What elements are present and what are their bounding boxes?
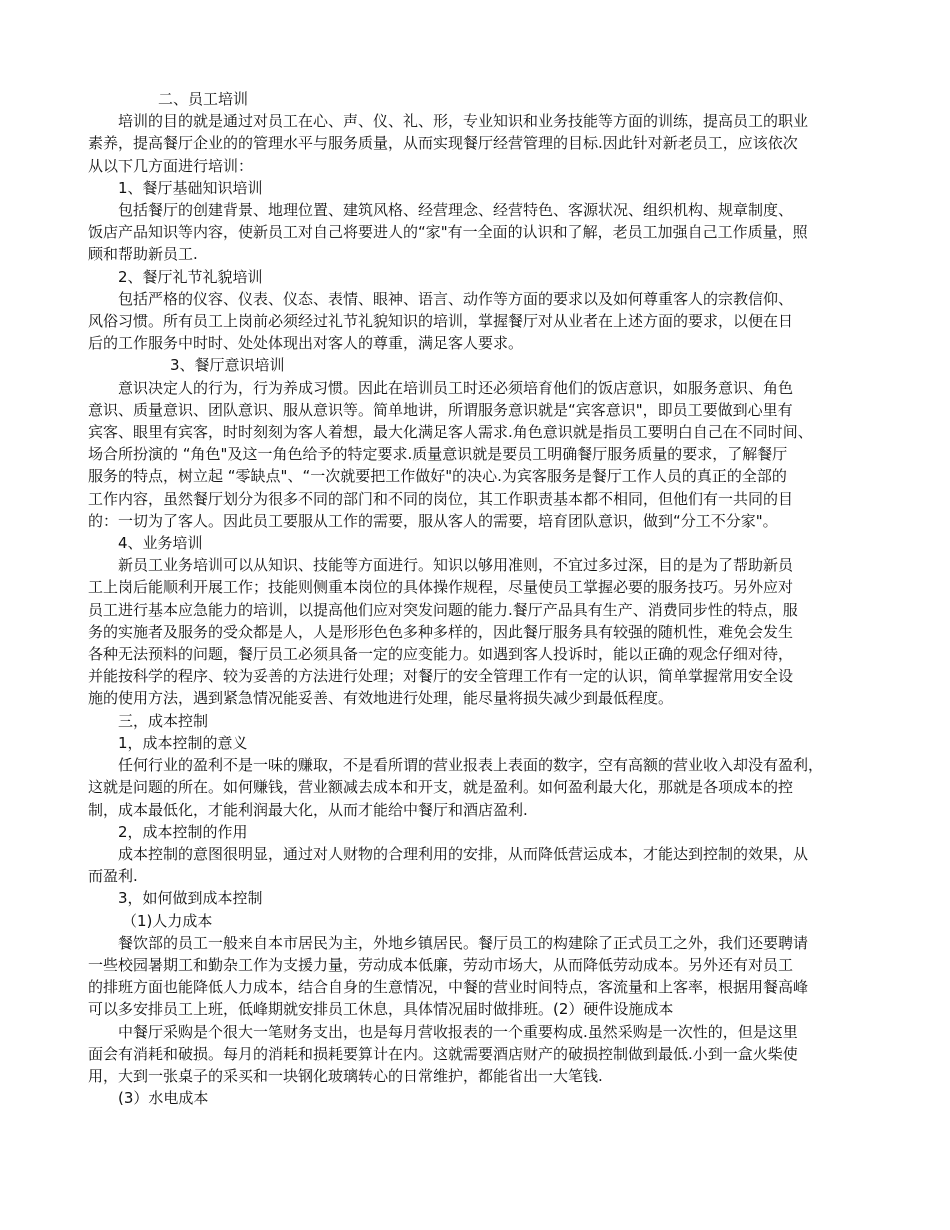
text-line: 这就是问题的所在。如何赚钱，营业额减去成本和开支，就是盈利。如何盈利最大化，那就是各项成本的控 xyxy=(88,778,794,797)
text-line: 二、员工培训 xyxy=(158,90,249,108)
text-line: 而盈利. xyxy=(88,867,138,886)
text-line: 三，成本控制 xyxy=(118,711,209,730)
text-line: 包括餐厅的创建背景、地理位置、建筑风格、经营理念、经营特色、客源状况、组织机构、规章制度、 xyxy=(118,201,794,220)
text-line: 工作内容，虽然餐厅划分为很多不同的部门和不同的岗位，其工作职责基本都不相同，但他们有一共同的目 xyxy=(88,489,794,508)
text-line: 意识、质量意识、团队意识、服从意识等。简单地讲，所谓服务意识就是“宾客意识"，即员工要做到心里有 xyxy=(88,400,793,419)
text-line: 制，成本最低化，才能利润最大化，从而才能给中餐厅和酒店盈利. xyxy=(88,800,528,819)
text-line: 3、餐厅意识培训 xyxy=(170,356,285,375)
text-line: （1)人力成本 xyxy=(122,911,213,930)
text-line: 4、业务培训 xyxy=(118,534,203,553)
text-line: 中餐厅采购是个很大一笔财务支出，也是每月营收报表的一个重要构成.虽然采购是一次性的，但是这里 xyxy=(118,1022,798,1041)
text-line: 务的实施者及服务的受众都是人，人是形形色色多种多样的，因此餐厅服务具有较强的随机性，难免会发生 xyxy=(88,622,794,641)
text-line: 员工进行基本应急能力的培训，以提高他们应对突发问题的能力.餐厅产品具有生产、消费同步性的特点，服 xyxy=(88,600,798,619)
text-line: (3）水电成本 xyxy=(118,1089,209,1108)
text-line: 包括严格的仪容、仪表、仪态、表情、眼神、语言、动作等方面的要求以及如何尊重客人的宗教信仰、 xyxy=(118,289,794,308)
text-line: 一些校园暑期工和勤杂工作为支援力量，劳动成本低廉，劳动市场大，从而降低劳动成本。另外还有对员工 xyxy=(88,955,794,974)
text-line: 培训的目的就是通过对员工在心、声、仪、礼、形，专业知识和业务技能等方面的训练，提高员工的职业 xyxy=(118,112,809,131)
text-line: 宾客、眼里有宾客，时时刻刻为客人着想，最大化满足客人需求.角色意识就是指员工要明白自己在不同时间、 xyxy=(88,423,813,442)
text-line: 成本控制的意图很明显，通过对人财物的合理利用的安排，从而降低营运成本，才能达到控制的效果，从 xyxy=(118,844,809,863)
text-line: 的：一切为了客人。因此员工要服从工作的需要，服从客人的需要，培育团队意识，做到“分工不分家"。 xyxy=(88,511,778,530)
text-line: 的排班方面也能降低人力成本，结合自身的生意情况，中餐的营业时间特点，客流量和上客率，根据用餐高峰 xyxy=(88,978,809,997)
text-line: 顾和帮助新员工. xyxy=(88,245,198,264)
text-line: 用，大到一张桌子的采买和一块钢化玻璃转心的日常维护，都能省出一大笔钱. xyxy=(88,1066,603,1085)
text-line: 各种无法预料的问题，餐厅员工必须具备一定的应变能力。如遇到客人投诉时，能以正确的观念仔细对待， xyxy=(88,645,794,664)
text-line: 服务的特点，树立起 “零缺点"、“一次就要把工作做好"的决心.为宾客服务是餐厅工作人员的真正的全部的 xyxy=(88,467,787,486)
text-line: 饭店产品知识等内容，使新员工对自己将要进人的“家"有一全面的认识和了解，老员工加强自己工作质量，照 xyxy=(88,223,808,242)
text-line: 后的工作服务中时时、处处体现出对客人的尊重，满足客人要求。 xyxy=(88,334,524,353)
text-line: 意识决定人的行为，行为养成习惯。因此在培训员工时还必须培育他们的饭店意识，如服务意识、角色 xyxy=(118,378,794,397)
text-line: 工上岗后能顺利开展工作；技能则侧重本岗位的具体操作规程，尽量使员工掌握必要的服务技巧。另外应对 xyxy=(88,578,794,597)
text-line: 2，成本控制的作用 xyxy=(118,822,248,841)
text-line: 1，成本控制的意义 xyxy=(118,733,248,752)
text-line: 场合所扮演的 “角色"及这一角色给予的特定要求.质量意识就是要员工明确餐厅服务质量的要求，了解餐厅 xyxy=(88,445,788,464)
text-line: 素养，提高餐厅企业的的管理水平与服务质量，从而实现餐厅经营管理的目标.因此针对新老员工，应该依次 xyxy=(88,134,798,153)
text-line: 任何行业的盈利不是一味的赚取，不是看所谓的营业报表上表面的数字，空有高额的营业收入却没有盈利， xyxy=(118,756,824,775)
text-line: 并能按科学的程序、较为妥善的方法进行处理；对餐厅的安全管理工作有一定的认识，简单掌握常用安全设 xyxy=(88,667,794,686)
text-line: 面会有消耗和破损。每月的消耗和损耗要算计在内。这就需要酒店财产的破损控制做到最低.小到一盒火柴使 xyxy=(88,1044,798,1063)
text-line: 施的使用方法，遇到紧急情况能妥善、有效地进行处理，能尽量将损失减少到最低程度。 xyxy=(88,689,674,708)
text-line: 风俗习惯。所有员工上岗前必须经过礼节礼貌知识的培训，掌握餐厅对从业者在上述方面的要求，以便在日 xyxy=(88,312,794,331)
text-line: 3，如何做到成本控制 xyxy=(118,889,263,908)
text-line: 1、餐厅基础知识培训 xyxy=(118,178,263,197)
text-line: 从以下几方面进行培训： xyxy=(88,156,254,175)
text-line: 新员工业务培训可以从知识、技能等方面进行。知识以够用准则，不宜过多过深，目的是为了帮助新员 xyxy=(118,556,794,575)
text-line: 2、餐厅礼节礼貌培训 xyxy=(118,267,263,286)
text-line: 餐饮部的员工一般来自本市居民为主，外地乡镇居民。餐厅员工的构建除了正式员工之外，我们还要聘请 xyxy=(118,933,809,952)
text-line: 可以多安排员工上班，低峰期就安排员工休息，具体情况届时做排班。(2）硬件设施成本 xyxy=(88,1000,674,1019)
